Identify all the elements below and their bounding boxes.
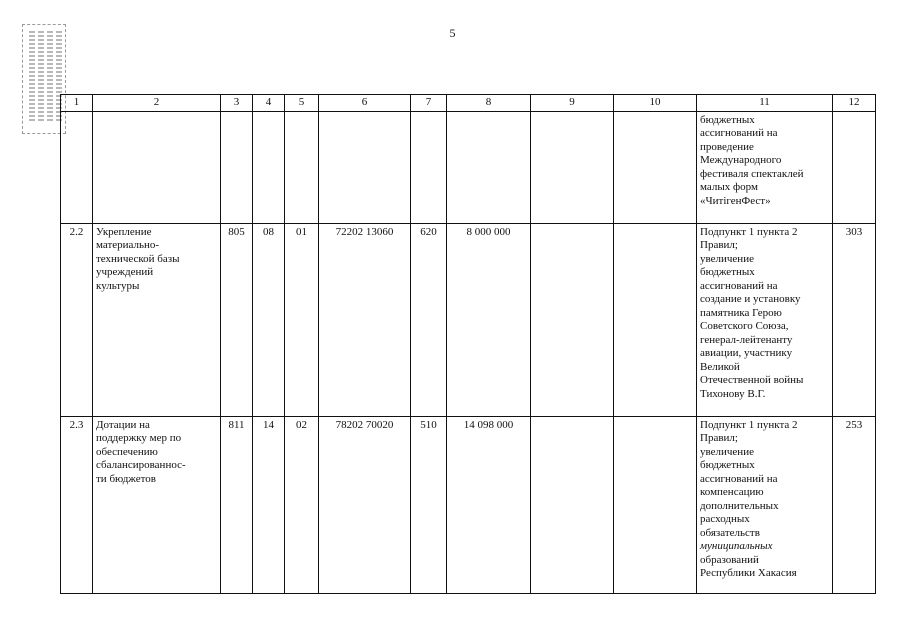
code-cell: 08 xyxy=(253,223,285,416)
cell xyxy=(221,111,253,223)
code-cell: 78202 70020 xyxy=(319,416,411,593)
text-line: обязательств xyxy=(700,526,760,539)
text-line: увеличение xyxy=(700,252,754,265)
text-line: материально- xyxy=(96,239,160,251)
header-cell: 3 xyxy=(221,95,253,112)
text-line: поддержку мер по xyxy=(96,432,182,444)
text-line: ассигнований на xyxy=(700,472,778,485)
text-line: ассигнований на xyxy=(700,279,778,292)
row-number: 2.3 xyxy=(61,416,93,593)
justification-cell xyxy=(697,111,833,223)
text-line: Подпункт 1 пункта 2 xyxy=(700,418,798,431)
text-line: бюджетных xyxy=(700,266,755,278)
text-line: Международного xyxy=(700,154,782,166)
text-line: учреждений xyxy=(96,266,154,278)
text-line: дополнительных xyxy=(700,499,779,512)
text-line: создание и установку xyxy=(700,293,801,305)
text-line: проведение xyxy=(700,140,754,153)
header-row xyxy=(61,95,876,112)
text-line: ти бюджетов xyxy=(96,472,156,485)
text-line: Великой xyxy=(700,360,740,373)
cell xyxy=(285,111,319,223)
code-cell: 303 xyxy=(833,223,876,416)
code-cell: 01 xyxy=(285,223,319,416)
cell xyxy=(319,111,411,223)
text-line: муниципальных xyxy=(700,540,773,552)
text-line: обеспечению xyxy=(96,445,158,458)
header-cell: 7 xyxy=(411,95,447,112)
code-cell: 805 xyxy=(221,223,253,416)
text-line: Республики Хакасия xyxy=(700,567,797,579)
stamp-text-line xyxy=(29,31,35,123)
justification-cell xyxy=(697,416,833,593)
text-line: образований xyxy=(700,553,759,566)
code-cell: 72202 13060 xyxy=(319,223,411,416)
table-row xyxy=(61,223,876,416)
cell xyxy=(531,111,614,223)
text-line: ассигнований на xyxy=(700,127,778,139)
text-line: расходных xyxy=(700,513,750,525)
header-cell: 11 xyxy=(697,95,833,112)
code-cell: 811 xyxy=(221,416,253,593)
text-line: Советского Союза, xyxy=(700,320,789,332)
item-name xyxy=(93,223,221,416)
table-row xyxy=(61,416,876,593)
cell xyxy=(253,111,285,223)
cell xyxy=(61,111,93,223)
text-line: малых форм xyxy=(700,181,758,193)
text-line: культуры xyxy=(96,279,140,292)
justification-cell xyxy=(697,223,833,416)
header-cell: 4 xyxy=(253,95,285,112)
stamp-text-line xyxy=(47,31,53,123)
cell xyxy=(411,111,447,223)
header-cell: 1 xyxy=(61,95,93,112)
text-line: Подпункт 1 пункта 2 xyxy=(700,225,798,238)
text-line: Тихонову В.Г. xyxy=(700,387,766,400)
text-line: технической базы xyxy=(96,252,180,265)
text-line: Дотации на xyxy=(96,418,150,431)
budget-table xyxy=(60,94,876,594)
text-line: фестиваля спектаклей xyxy=(700,167,804,180)
table-row-continued xyxy=(61,111,876,223)
code-cell: 253 xyxy=(833,416,876,593)
header-cell: 10 xyxy=(614,95,697,112)
cell xyxy=(614,223,697,416)
cell xyxy=(93,111,221,223)
cell xyxy=(833,111,876,223)
text-line: Отечественной войны xyxy=(700,374,804,386)
code-cell: 14 xyxy=(253,416,285,593)
code-cell: 510 xyxy=(411,416,447,593)
amount-cell: 8 000 000 xyxy=(447,223,531,416)
text-line: авиации, участнику xyxy=(700,347,793,359)
text-line: компенсацию xyxy=(700,486,764,498)
page-number: 5 xyxy=(449,26,456,40)
cell xyxy=(447,111,531,223)
header-cell: 5 xyxy=(285,95,319,112)
item-name xyxy=(93,416,221,593)
text-line: увеличение xyxy=(700,445,754,458)
amount-cell: 14 098 000 xyxy=(447,416,531,593)
text-line: Правил; xyxy=(700,239,738,251)
cell xyxy=(614,416,697,593)
text-line: бюджетных xyxy=(700,113,755,126)
text-line: Укрепление xyxy=(96,225,152,238)
code-cell: 620 xyxy=(411,223,447,416)
header-cell: 12 xyxy=(833,95,876,112)
code-cell: 02 xyxy=(285,416,319,593)
text-line: Правил; xyxy=(700,432,738,444)
header-cell: 6 xyxy=(319,95,411,112)
cell xyxy=(614,111,697,223)
cell xyxy=(531,416,614,593)
cell xyxy=(531,223,614,416)
text-line: «ЧитігенФест» xyxy=(700,194,771,207)
text-line: памятника Герою xyxy=(700,306,782,319)
stamp-text-line xyxy=(38,31,44,123)
text-line: сбалансированнос- xyxy=(96,459,186,471)
header-cell: 2 xyxy=(93,95,221,112)
header-cell: 9 xyxy=(531,95,614,112)
text-line: генерал-лейтенанту xyxy=(700,333,793,346)
row-number: 2.2 xyxy=(61,223,93,416)
header-cell: 8 xyxy=(447,95,531,112)
text-line: бюджетных xyxy=(700,459,755,471)
